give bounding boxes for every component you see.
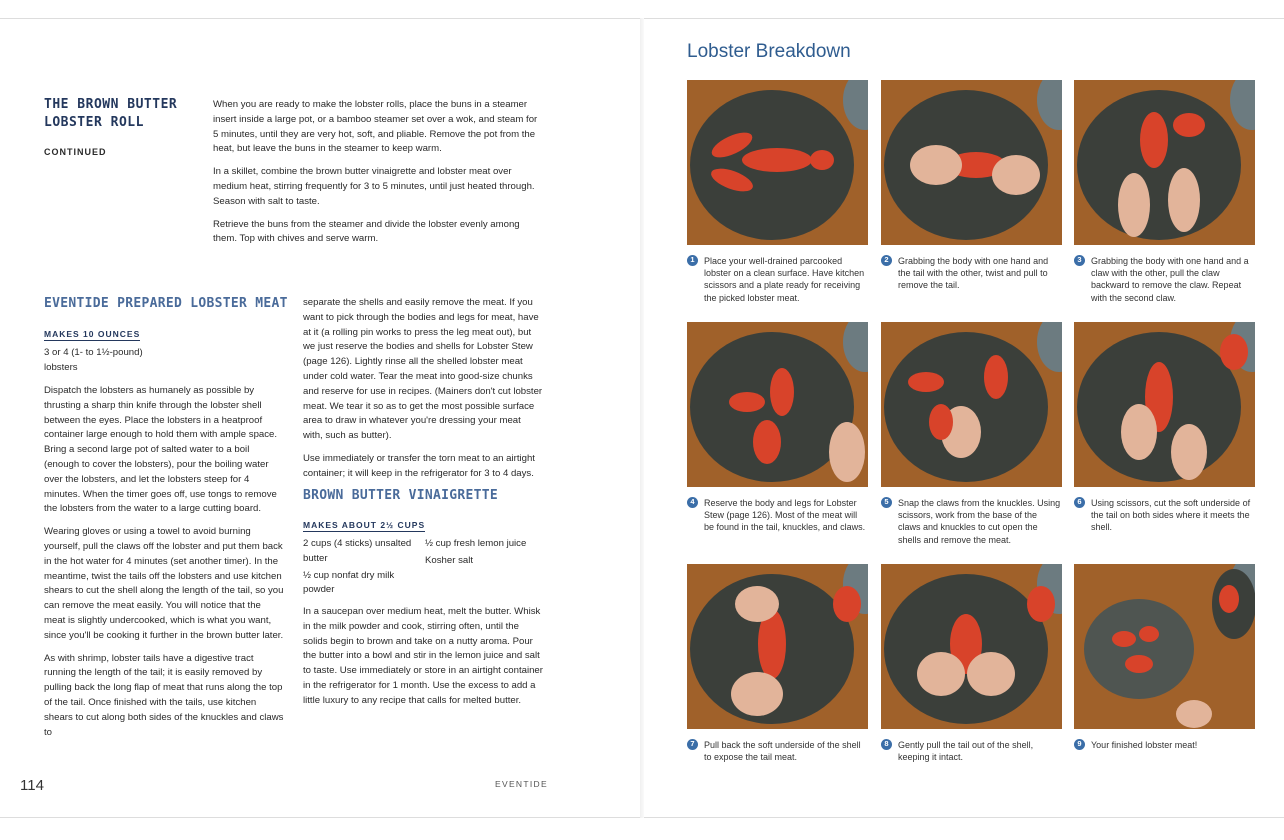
running-footer: EVENTIDE [495,779,548,789]
step-photo-4 [687,322,868,487]
step-photo-7 [687,564,868,729]
step-caption-3 [1074,255,1260,304]
step-caption-text: Using scissors, cut the soft underside of the tail on both sides where it meets the shell. [1091,498,1251,533]
step-number-badge: 3 [1074,255,1085,266]
step-caption-5 [881,497,1067,546]
recipe-title-line2: LOBSTER ROLL [44,115,144,130]
paragraph: Dispatch the lobsters as humanely as possible by thrusting a sharp thin knife through the lobster shell between the eyes. Place the lobsters in a heatproof container large enough to hold them with ample space. Bring a second large pot of salted water to a boil (enough to cover the lobsters), pour the boiling water over the lobsters, and let the lobsters steep for 4 minutes. When the timer goes off, use tongs to remove the lobsters from the water to a large cutting board. [44,385,278,515]
step-number-badge: 4 [687,497,698,508]
recipe-title-prepared-lobster-meat: EVENTIDE PREPARED LOBSTER MEAT [44,296,288,311]
step-caption-2 [881,255,1067,292]
step-caption-text: Gently pull the tail out of the shell, keeping it intact. [898,740,1034,763]
ingredient: Kosher salt [425,554,473,566]
paragraph: When you are ready to make the lobster rolls, place the buns in a steamer insert inside a large pot, or a bamboo steamer set over a wok, and steam for 5 minutes, until they are very hot, soft, and pliable. Remove the pot from the heat, but leave the buns in the steamer to keep warm. [213,99,538,155]
step-photo-2 [881,80,1062,245]
paragraph: Use immediately or transfer the torn meat to an airtight container; it will keep in the refrigerator for 3 to 4 days. [303,452,535,479]
step-caption-1 [687,255,873,304]
step-number-badge: 5 [881,497,892,508]
yield-label: MAKES ABOUT 2½ CUPS [303,520,426,530]
step-photo-6 [1074,322,1255,487]
yield-line [44,324,140,342]
prepared-lobster-col2 [303,296,543,490]
step-caption-text: Grabbing the body with one hand and the tail with the other, twist and pull to remove the tail. [898,256,1049,291]
step-caption-text: Pull back the soft underside of the shell to expose the tail meat. [704,740,861,763]
ingredient: 2 cups (4 sticks) unsalted butter [303,538,412,564]
recipe-title-brown-butter-vinaigrette: BROWN BUTTER VINAIGRETTE [303,488,499,503]
ingredients-left [303,537,418,606]
step-caption-7 [687,739,873,763]
step-caption-text: Grabbing the body with one hand and a claw with the other, pull the claw backward to remove the claw. Repeat with the second claw. [1091,256,1249,303]
step-number-badge: 8 [881,739,892,750]
step-caption-text: Snap the claws from the knuckles. Using scissors, work from the base of the claws and knuckles to cut open the shells and remove the meat. [898,498,1061,545]
yield-label: MAKES 10 OUNCES [44,329,141,339]
step-caption-9 [1074,739,1260,751]
step-caption-8 [881,739,1067,763]
paragraph: In a skillet, combine the brown butter vinaigrette and lobster meat over medium heat, stirring frequently for 3 to 5 minutes, until just heated through. Season with salt to taste. [213,166,535,207]
ingredient: ½ cup nonfat dry milk powder [303,569,395,596]
step-number-badge: 7 [687,739,698,750]
recipe-title-line1: THE BROWN BUTTER [44,97,178,112]
step-caption-6 [1074,497,1260,534]
lobster-breakdown-title: Lobster Breakdown [687,41,851,62]
step-photo-5 [881,322,1062,487]
step-photo-1 [687,80,868,245]
step-number-badge: 2 [881,255,892,266]
step-caption-text: Your finished lobster meat! [1091,740,1198,750]
step-number-badge: 1 [687,255,698,266]
step-number-badge: 6 [1074,497,1085,508]
step-caption-text: Place your well-drained parcooked lobster on a clean surface. Have kitchen scissors and a plate ready for receiving the picked lobster meat. [704,256,865,303]
paragraph: separate the shells and easily remove the meat. If you want to pick through the bodies and legs for meat, have at it (a rolling pin works to press the leg meat out), but we just reserve the bodies and shells for Lobster Stew (page 126). Lightly rinse all the shelled lobster meat under cold water. Tear the meat into good-size chunks and reserve for use in recipes. (Mainers don't cut lobster meat. We tear it so as to get the most possible surface area to draw in whatever you're dressing your meat with, such as butter). [303,297,543,442]
ingredients-right [425,537,545,577]
ingredient: ½ cup fresh lemon juice [425,538,527,549]
step-number-badge: 9 [1074,739,1085,750]
recipe-title-brown-butter-lobster-roll [44,96,204,132]
yield-line [303,515,425,533]
paragraph: Retrieve the buns from the steamer and divide the lobster evenly among them. Top with chives and serve warm. [213,218,520,245]
paragraph: Wearing gloves or using a towel to avoid burning yourself, pull the claws off the lobster and put them back in the hot water for 4 minutes (set another timer). In the meantime, twist the tails off the lobsters and use kitchen shears to cut the shell along the length of the tail, so you can remove the meat easily. You will notice that the meat is slightly undercooked, which is what you want, since you'll be cooking it further in the brown butter later. [44,526,284,641]
prepared-lobster-col1 [44,384,284,748]
step-caption-4 [687,497,873,534]
step-photo-9 [1074,564,1255,729]
ingredient-lobsters: 3 or 4 (1- to 1½-pound) lobsters [44,347,143,373]
vinaigrette-instructions: In a saucepan over medium heat, melt the butter. Whisk in the milk powder and cook, stirring often, until the solids begin to brown and take on a nutty aroma. Pour the butter into a bowl and stir in the lemon juice and salt to taste. Use immediately or store in an airtight container in the refrigerator for 1 month. Use the excess to add a little luxury to any recipe that calls for melted butter. [303,606,543,706]
paragraph: As with shrimp, lobster tails have a digestive tract running the length of the tail; it is easily removed by pulling back the long flap of meat that runs along the top of the tail. Once finished with the tails, use kitchen shears to cut along both sides of the knuckles and claws to [44,652,284,738]
step-caption-text: Reserve the body and legs for Lobster Stew (page 126). Most of the meat will be found in the tail, knuckles, and claws. [704,498,866,533]
step-photo-8 [881,564,1062,729]
continued-label: CONTINUED [44,147,107,157]
page-number: 114 [20,777,44,794]
lobster-roll-instructions [213,98,543,255]
step-photo-3 [1074,80,1255,245]
book-gutter [640,18,644,818]
